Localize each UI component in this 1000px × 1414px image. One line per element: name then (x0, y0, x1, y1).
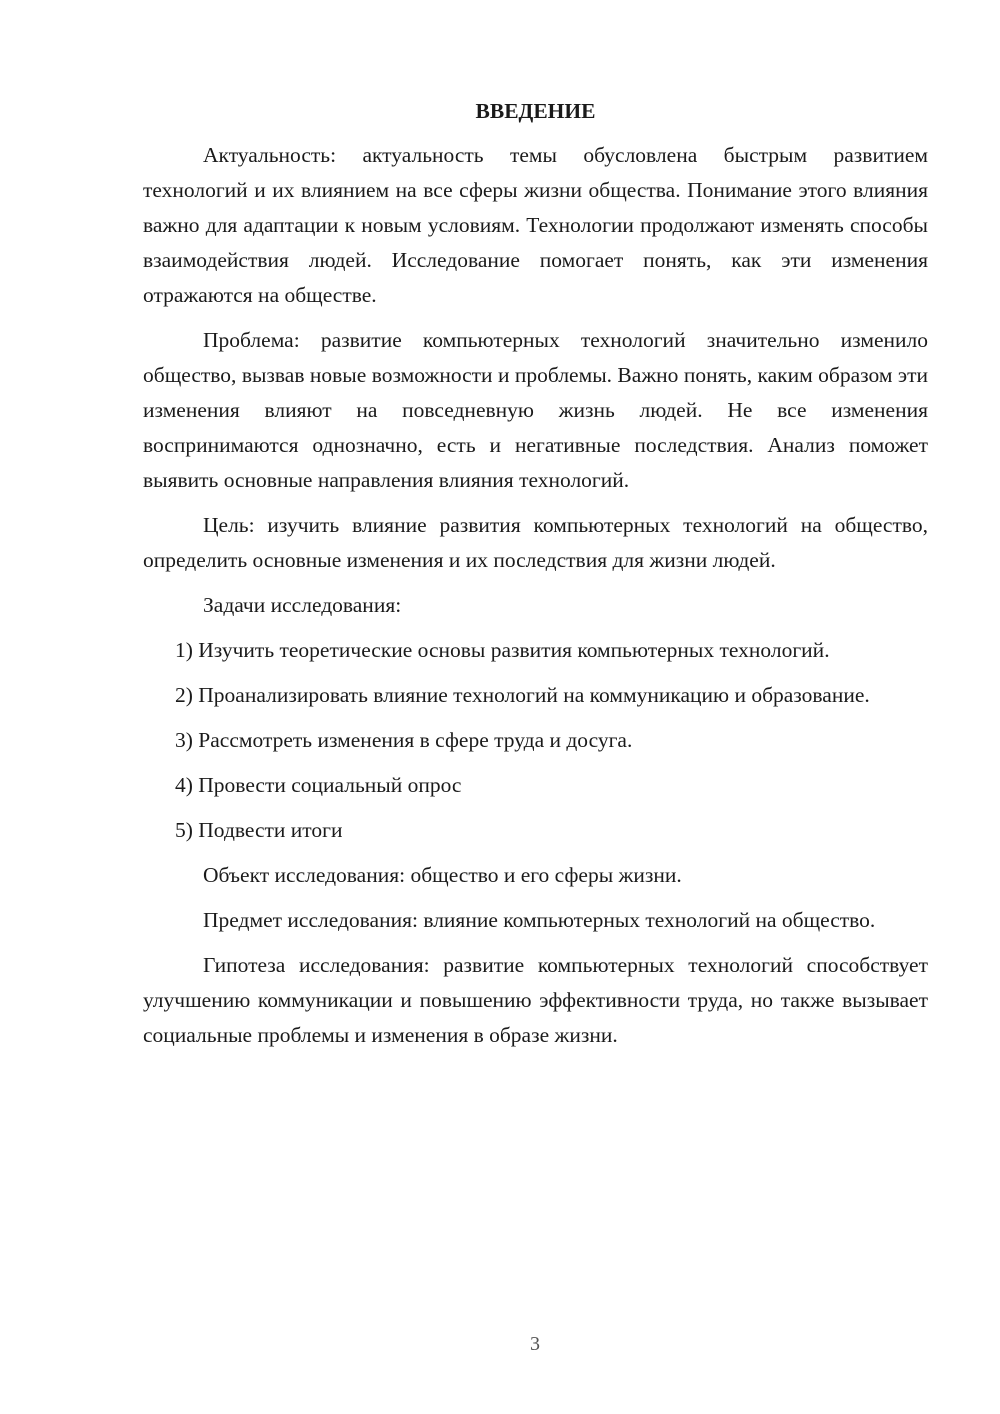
task-item-1: 1) Изучить теоретические основы развития компьютерных технологий. (175, 638, 830, 662)
subject-paragraph: Предмет исследования: влияние компьютерных технологий на общество. (203, 908, 876, 932)
task-item-5: 5) Подвести итоги (175, 818, 343, 842)
section-heading: ВВЕДЕНИЕ (475, 99, 596, 123)
problem-paragraph: Проблема: развитие компьютерных технологий значительно изменило общество, вызвав новые возможности и проблемы. Важно понять, каким образом эти изменения влияют на повседневную жизнь людей. Не все изменения воспринимаются однозначно, есть и негативные последствия. Анализ поможет выявить основные направления влияния технологий. (143, 328, 928, 492)
task-item-4: 4) Провести социальный опрос (175, 773, 462, 797)
page-number: 3 (530, 1333, 540, 1355)
relevance-paragraph: Актуальность: актуальность темы обусловлена быстрым развитием технологий и их влиянием на все сферы жизни общества. Понимание этого влияния важно для адаптации к новым условиям. Технологии продолжают изменять способы взаимодействия людей. Исследование помогает понять, как эти изменения отражаются на обществе. (143, 143, 928, 307)
hypothesis-paragraph: Гипотеза исследования: развитие компьютерных технологий способствует улучшению коммуникации и повышению эффективности труда, но также вызывает социальные проблемы и изменения в образе жизни. (143, 953, 928, 1047)
task-item-2: 2) Проанализировать влияние технологий на коммуникацию и образование. (175, 683, 870, 707)
tasks-title: Задачи исследования: (203, 593, 402, 617)
task-item-3: 3) Рассмотреть изменения в сфере труда и досуга. (175, 728, 633, 752)
goal-paragraph: Цель: изучить влияние развития компьютерных технологий на общество, определить основные изменения и их последствия для жизни людей. (143, 513, 928, 572)
document-body (143, 96, 928, 1063)
object-paragraph: Объект исследования: общество и его сферы жизни. (203, 863, 682, 887)
